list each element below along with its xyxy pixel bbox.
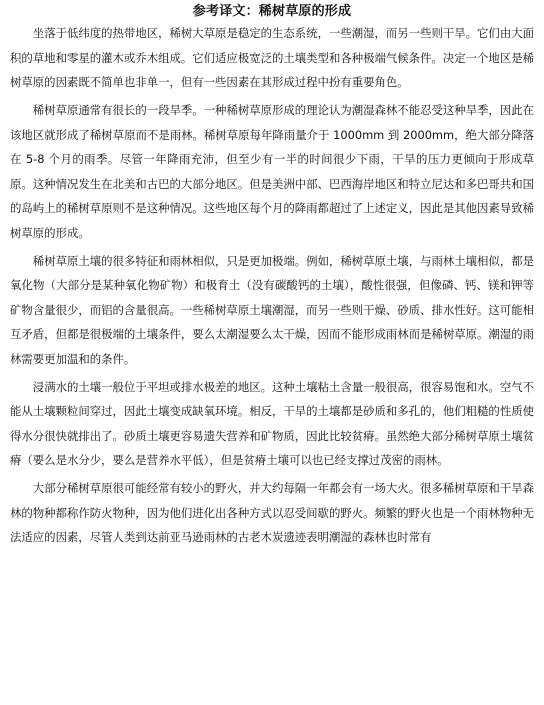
paragraph: 浸满水的土壤一般位于平坦或排水极差的地区。这种土壤粘土含量一般很高，很容易饱和水。空气不能从土壤颗粒间穿过，因此土壤变成缺氧环境。相反，干旱的土壤都是砂质和多孔的，他们粗糙的性质使得水分很快就排出了。砂质土壤更容易遗失营养和矿物质，因此比较贫瘠。虽然绝大部分稀树草原土壤贫瘠（要么是水分少，要么是营养水平低），但是贫瘠土壤可以也已经支撑过茂密的雨林。 xyxy=(10,379,534,467)
paragraph: 大部分稀树草原很可能经常有较小的野火，并大约每隔一年都会有一场大火。很多稀树草原和干旱森林的物种都称作防火物种，因为他们进化出各种方式以忍受间歇的野火。频繁的野火也是一个雨林物种无法适应的因素，尽管人类到达前亚马逊雨林的古老木炭遗迹表明潮湿的森林也时常有 xyxy=(10,481,534,544)
paragraph: 坐落于低纬度的热带地区，稀树大草原是稳定的生态系统，一些潮湿，而另一些则干旱。它们由大面积的草地和零星的灌木或乔木组成。它们适应极宽泛的土壤类型和各种极端气候条件。决定一个地区是稀树草原的因素既不简单也非单一，但有一些因素在其形成过程中扮有重要角色。 xyxy=(10,26,534,89)
paragraph: 稀树草原通常有很长的一段旱季。一种稀树草原形成的理论认为潮湿森林不能忍受这种旱季，因此在该地区就形成了稀树草原而不是雨林。稀树草原每年降雨量介于 1000mm 到 2000mm，绝大部分降落在 5-8 个月的雨季。尽管一年降雨充沛，但至少有一半的时间很少下雨，干旱的压力更倾向于形成草原。这种情况发生在北美和古巴的大部分地区。但是美洲中部、巴西海岸地区和特立尼达和多巴哥共和国的岛屿上的稀树草原则不是这种情况。这些地区每个月的降雨都超过了上述定义，因此是其他因素导致稀树草原的形成。 xyxy=(10,103,534,240)
document-body xyxy=(10,21,534,553)
paragraph: 稀树草原土壤的很多特征和雨林相似，只是更加极端。例如，稀树草原土壤，与雨林土壤相似，都是氧化物（大部分是某种氧化物矿物）和极育土（没有碳酸钙的土壤），酸性很强，但像磷、钙、镁和钾等矿物含量很少，而铝的含量很高。一些稀树草原土壤潮湿，而另一些则干燥、砂质、排水性好。这可能相互矛盾，但都是很极端的土壤条件，要么太潮湿要么太干燥，因而不能形成雨林而是稀树草原。潮湿的雨林需要更加温和的条件。 xyxy=(10,253,534,366)
document-title: 参考译文：稀树草原的形成 xyxy=(192,4,352,19)
